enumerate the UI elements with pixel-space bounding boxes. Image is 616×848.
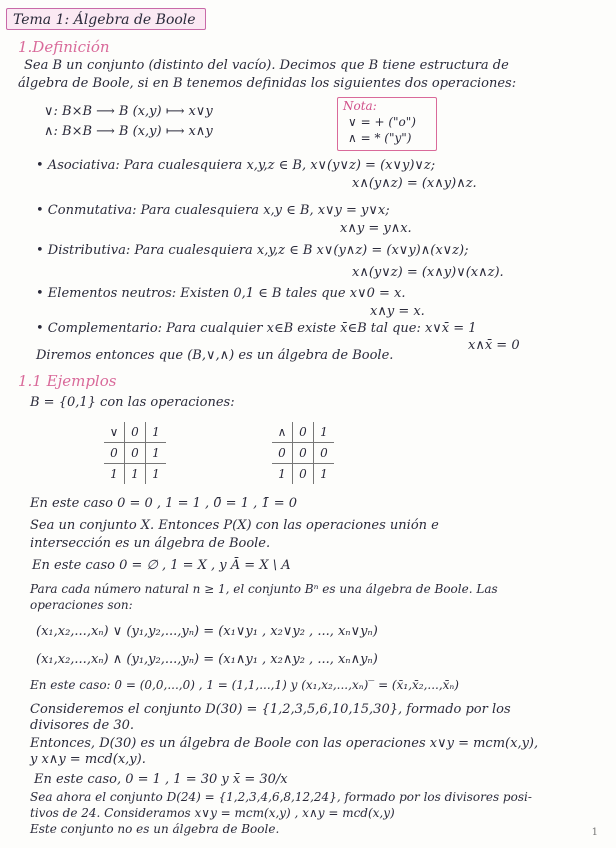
and-table-cell: 0	[293, 443, 314, 464]
operation-or: ∨: B×B ⟶ B (x,y) ⟼ x∨y	[44, 104, 213, 119]
and-table-row	[272, 422, 334, 443]
or-table-cell: 1	[146, 443, 167, 464]
example-5-line-1: Sea ahora el conjunto D(24) = {1,2,3,4,6,8,12,24}, formado por los divisores posi-	[30, 790, 532, 804]
or-table	[104, 422, 166, 484]
note-box	[337, 97, 437, 151]
example-2-case: En este caso 0 = ∅ , 1 = X , y Ā = X \ A	[32, 558, 291, 573]
example-2-line-2: intersección es un álgebra de Boole.	[30, 536, 271, 551]
note-line-2: ∧ = * ("y")	[348, 131, 412, 145]
or-table-row	[104, 443, 166, 464]
property-complement-2: x∧x̄ = 0	[468, 338, 520, 353]
and-table-cell: 0	[293, 464, 314, 485]
property-distributive: • Distributiva: Para cualesquiera x,y,z ∈ B x∨(y∧z) = (x∨y)∧(x∨z);	[36, 243, 469, 258]
property-commutative: • Conmutativa: Para cualesquiera x,y ∈ B, x∨y = y∨x;	[36, 203, 390, 218]
example-4-line-3: Entonces, D(30) es un álgebra de Boole con las operaciones x∨y = mcm(x,y),	[30, 736, 539, 751]
example-2-line-1: Sea un conjunto X. Entonces P(X) con las operaciones unión e	[30, 518, 439, 533]
property-commutative-2: x∧y = y∧x.	[340, 221, 412, 236]
example-3-case: En este caso: 0 = (0,0,...,0) , 1 = (1,1,...,1) y (x₁,x₂,...,xₙ)‾ = (x̄₁,x̄₂,...,x̄ₙ)	[30, 678, 459, 692]
or-table-cell: 1	[125, 464, 146, 485]
conclusion: Diremos entonces que (B,∨,∧) es un álgebra de Boole.	[36, 348, 394, 363]
or-table-cell: 1	[146, 422, 167, 443]
property-distributive-2: x∧(y∨z) = (x∧y)∨(x∧z).	[352, 265, 504, 280]
and-table-cell: 0	[293, 422, 314, 443]
and-table	[272, 422, 334, 484]
definition-line-1: Sea B un conjunto (distinto del vacío). Decimos que B tiene estructura de	[24, 58, 509, 73]
example-1-case: En este caso 0 = 0 , 1 = 1 , 0̄ = 1 , 1̄ = 0	[30, 496, 298, 511]
property-complement: • Complementario: Para cualquier x∈B existe x̄∈B tal que: x∨x̄ = 1	[36, 321, 477, 336]
example-5-line-3: Este conjunto no es un álgebra de Boole.	[30, 822, 280, 836]
property-associative-2: x∧(y∧z) = (x∧y)∧z.	[352, 176, 477, 191]
example-4-line-2: divisores de 30.	[30, 718, 135, 733]
or-table-cell: 1	[104, 464, 125, 485]
example-4-case: En este caso, 0 = 1 , 1 = 30 y x̄ = 30/x	[34, 772, 288, 787]
property-associative: • Asociativa: Para cualesquiera x,y,z ∈ B, x∨(y∨z) = (x∨y)∨z;	[36, 158, 436, 173]
or-table-cell: 0	[125, 443, 146, 464]
or-table-row	[104, 464, 166, 485]
definition-line-2: álgebra de Boole, si en B tenemos definidas los siguientes dos operaciones:	[18, 76, 517, 91]
section-heading-definicion: 1.Definición	[18, 38, 110, 56]
or-table-cell: 0	[125, 422, 146, 443]
and-table-cell: 1	[314, 464, 335, 485]
note-title: Nota:	[343, 99, 377, 113]
and-table-row	[272, 464, 334, 485]
or-table-cell: ∨	[104, 422, 125, 443]
and-table-cell: 0	[272, 443, 293, 464]
example-3-line-1: Para cada número natural n ≥ 1, el conjunto Bⁿ es una álgebra de Boole. Las	[30, 582, 498, 596]
page-title: Tema 1: Álgebra de Boole	[6, 8, 206, 30]
example-3-and: (x₁,x₂,...,xₙ) ∧ (y₁,y₂,...,yₙ) = (x₁∧y₁ , x₂∧y₂ , ..., xₙ∧yₙ)	[36, 652, 378, 667]
example-1-intro: B = {0,1} con las operaciones:	[30, 395, 235, 410]
and-table-cell: 1	[272, 464, 293, 485]
example-3-line-2: operaciones son:	[30, 598, 133, 612]
and-table-cell: 1	[314, 422, 335, 443]
property-neutral-2: x∧y = x.	[370, 304, 425, 319]
or-table-row	[104, 422, 166, 443]
property-neutral: • Elementos neutros: Existen 0,1 ∈ B tales que x∨0 = x.	[36, 286, 406, 301]
and-table-row	[272, 443, 334, 464]
operation-and: ∧: B×B ⟶ B (x,y) ⟼ x∧y	[44, 124, 213, 139]
example-3-or: (x₁,x₂,...,xₙ) ∨ (y₁,y₂,...,yₙ) = (x₁∨y₁ , x₂∨y₂ , ..., xₙ∨yₙ)	[36, 624, 378, 639]
example-4-line-4: y x∧y = mcd(x,y).	[30, 752, 146, 767]
or-table-cell: 0	[104, 443, 125, 464]
page-number: 1	[591, 827, 598, 838]
note-line-1: ∨ = + ("o")	[348, 115, 416, 129]
and-table-cell: ∧	[272, 422, 293, 443]
example-5-line-2: tivos de 24. Consideramos x∨y = mcm(x,y) , x∧y = mcd(x,y)	[30, 806, 395, 820]
section-heading-ejemplos: 1.1 Ejemplos	[18, 372, 117, 390]
example-4-line-1: Consideremos el conjunto D(30) = {1,2,3,5,6,10,15,30}, formado por los	[30, 702, 511, 717]
and-table-cell: 0	[314, 443, 335, 464]
or-table-cell: 1	[146, 464, 167, 485]
